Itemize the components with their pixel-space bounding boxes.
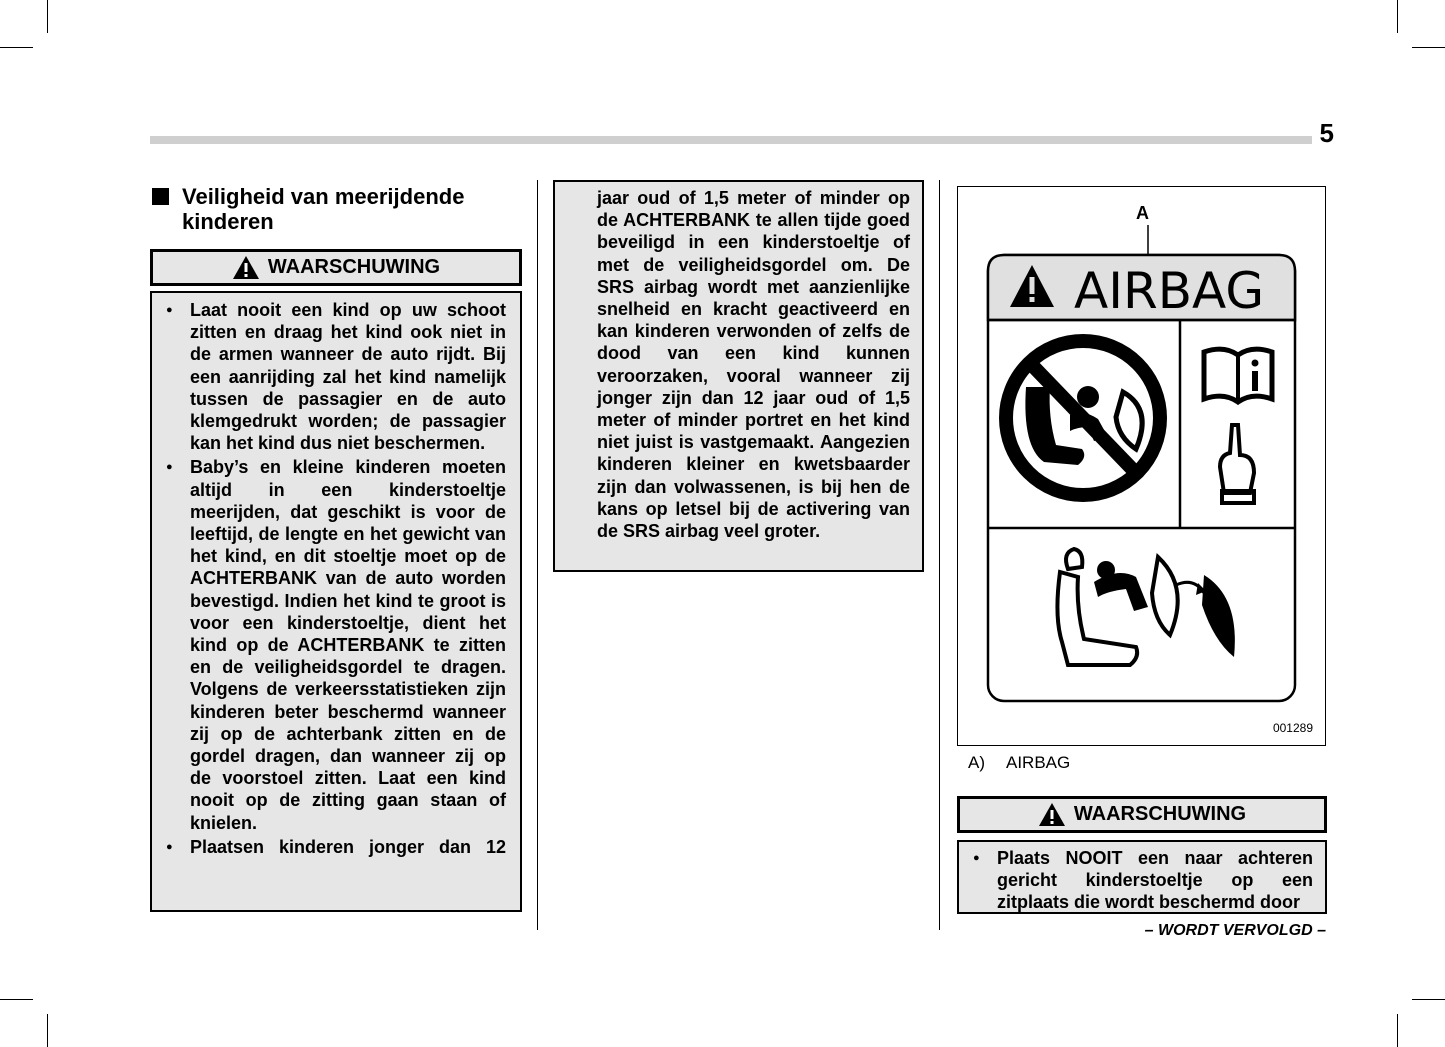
warning-box-left <box>150 291 522 912</box>
heading-square-icon <box>152 188 169 205</box>
crop-mark <box>1412 47 1445 48</box>
crop-mark <box>1397 1014 1398 1047</box>
crop-mark <box>0 999 33 1000</box>
warning-box-middle <box>553 180 924 572</box>
warning-continuation-text: jaar oud of 1,5 meter of minder op de ACHTERBANK te allen tijde goed beveiligd in een kinderstoeltje of met de veiligheidsgordel om. De SRS airbag wordt met aanzienlijke snelheid en kracht geactiveerd en kan kinderen verwonden of zelfs de dood van een kind kunnen veroorzaken, vooral wanneer zij jonger zijn dan 12 jaar oud of 1,5 meter of minder portret en het kind niet juist is vastgemaakt. Aangezien kinderen kleiner en kwetsbaarder zijn dan volwassenen, is bij hen de kans op letsel bij de activering van de SRS airbag veel groter. <box>597 188 910 542</box>
figure-code: 001289 <box>1272 721 1313 735</box>
warning-triangle-icon <box>232 255 260 280</box>
crop-mark <box>1397 0 1398 33</box>
column-divider <box>537 180 538 930</box>
airbag-label-text: AIRBAG <box>1074 262 1265 320</box>
header-bar <box>150 136 1312 144</box>
crop-mark <box>47 1014 48 1047</box>
section-title: Veiligheid van meerijdende kinderen <box>182 184 465 234</box>
crop-mark <box>0 47 33 48</box>
warning-box-right <box>957 840 1327 914</box>
warning-header <box>957 796 1327 833</box>
crop-mark <box>1412 999 1445 1000</box>
manual-book-icon <box>1204 349 1272 402</box>
warning-bullet: ● Baby’s en kleine kinderen moeten altijd in een kinderstoeltje meerijden, dat geschikt is voor de leeftijd, de lengte en het gewicht van het kind, en dit stoeltje moet op de ACHTERBANK van de auto worden bevestigd. Indien het kind te groot is voor een kinderstoeltje, dient het kind op de ACHTERBANK te zitten en de veiligheidsgordel te dragen. Volgens de verkeersstatistieken zijn kinderen beter beschermd wanneer zij op de achterbank zitten en de gordel dragen, dan wanneer zij op de voorstoel zitten. Laat een kind nooit op de zitting gaan staan of knielen. <box>164 456 506 833</box>
warning-label: WAARSCHUWING <box>267 256 441 278</box>
section-heading <box>152 184 532 234</box>
warning-bullet: ● Plaats NOOIT een naar achteren gericht kinderstoeltje op een zitplaats die wordt beschermd door <box>971 847 1313 914</box>
callout-letter: A <box>1136 203 1149 223</box>
airbag-label-figure <box>957 186 1326 746</box>
warning-bullet: ● Laat nooit een kind op uw schoot zitten en draag het kind ook niet in de armen wanneer de auto rijdt. Bij een aanrijding zal het kind namelijk tussen de passagier en de auto klemgedrukt worden; de passagier kan het kind dus niet beschermen. <box>164 299 506 454</box>
warning-bullet: ● Plaatsen kinderen jonger dan 12 <box>164 836 506 858</box>
column-divider <box>939 180 940 930</box>
page-number: 5 <box>1319 118 1334 148</box>
warning-header <box>150 249 522 286</box>
caption-key: A) <box>968 753 985 772</box>
crop-mark <box>47 0 48 33</box>
warning-label: WAARSCHUWING <box>1073 803 1247 825</box>
warning-triangle-icon <box>1038 802 1066 827</box>
figure-caption <box>968 753 1070 773</box>
continued-note: – WORDT VERVOLGD – <box>1144 922 1326 939</box>
airbag-warning-label <box>958 187 1327 747</box>
caption-text: AIRBAG <box>1006 753 1071 772</box>
